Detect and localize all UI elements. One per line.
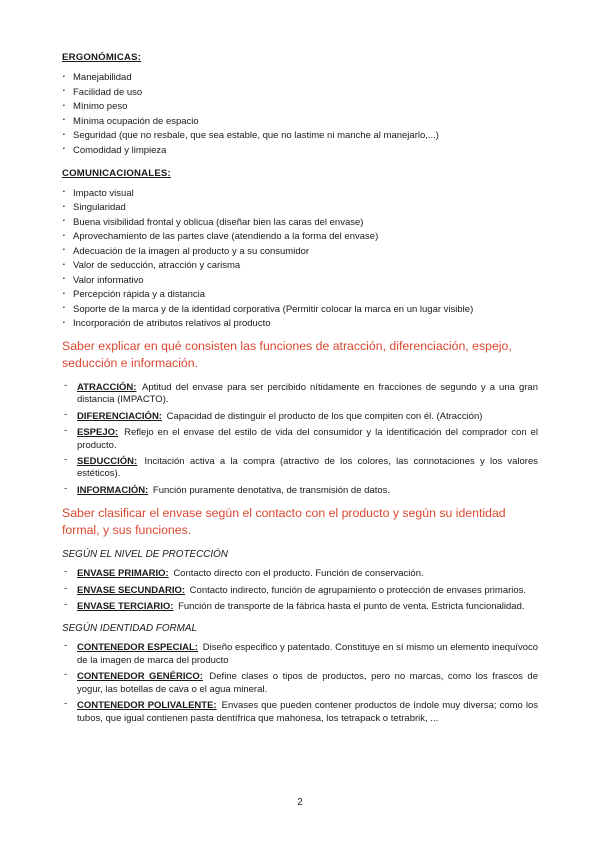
definition-text: Reflejo en el envase del estilo de vida del consumidor y la identificación del comprador con el producto. bbox=[77, 427, 538, 451]
bullet-marker: ▪ bbox=[63, 131, 65, 138]
bullet-marker: ▪ bbox=[63, 73, 65, 80]
section-title-comunicacionales: COMUNICACIONALES: bbox=[62, 167, 171, 179]
bullet-item bbox=[62, 260, 538, 271]
definition-text: Envases que pueden contener productos de índole muy diversa; como los tubos, que igual contienen pasta dentífrica que mahonesa, los tetrapack o tetrabrik, ... bbox=[77, 700, 539, 724]
dash-marker: - bbox=[64, 582, 68, 594]
bullet-item bbox=[62, 101, 538, 112]
bullet-marker: ▪ bbox=[63, 117, 65, 123]
bullet-marker: ▪ bbox=[63, 276, 65, 282]
definition-item bbox=[62, 408, 538, 423]
definition-text: Contacto directo con el producto. Función de conservación. bbox=[173, 568, 424, 580]
bullet-marker: ▪ bbox=[63, 305, 65, 311]
dash-marker: - bbox=[64, 599, 68, 611]
identidad-formal-list bbox=[62, 642, 538, 724]
bullet-marker: ▪ bbox=[63, 290, 65, 297]
bullet-marker: ▪ bbox=[63, 189, 65, 195]
bullet-text: Singularidad bbox=[73, 202, 126, 213]
definition-item bbox=[62, 601, 538, 613]
definition-text: Incitación activa a la compra (atractivo de los colores, las connotaciones y los valores estéticos). bbox=[77, 456, 539, 480]
bullet-text: Adecuación de la imagen al producto y a su consumidor bbox=[73, 245, 310, 257]
bullet-text: Manejabilidad bbox=[73, 72, 132, 83]
dash-marker: - bbox=[64, 408, 68, 420]
subsection-identidad-formal: SEGÚN IDENTIDAD FORMAL bbox=[62, 623, 197, 635]
page-number: 2 bbox=[297, 797, 303, 808]
bullet-text: Incorporación de atributos relativos al producto bbox=[73, 318, 271, 329]
bullet-text: Seguridad (que no resbale, que sea estable, que no lastime ni manche al manejarlo,...) bbox=[73, 130, 439, 141]
bullet-marker: ▪ bbox=[63, 218, 65, 224]
definition-item bbox=[62, 427, 538, 452]
dash-marker: - bbox=[64, 454, 68, 466]
section-title-ergonomicas: ERGONÓMICAS: bbox=[62, 52, 142, 63]
bullet-item bbox=[62, 275, 538, 286]
bullet-marker: ▪ bbox=[63, 102, 65, 109]
definition-term: DIFERENCIACIÓN: bbox=[77, 410, 162, 422]
bullet-marker: ▪ bbox=[63, 203, 65, 210]
definition-text: Capacidad de distinguir el producto de los que compiten con él. (Atracción) bbox=[166, 410, 483, 422]
definition-term: CONTENEDOR ESPECIAL: bbox=[77, 642, 198, 654]
funciones-list bbox=[62, 382, 538, 497]
definition-term: CONTENEDOR POLIVALENTE: bbox=[77, 700, 217, 712]
bullet-marker: ▪ bbox=[63, 319, 65, 326]
definition-term: ENVASE PRIMARIO: bbox=[77, 568, 169, 580]
subsection-nivel-proteccion: SEGÚN EL NIVEL DE PROTECCIÓN bbox=[62, 549, 228, 561]
bullet-item bbox=[62, 202, 538, 213]
bullet-text: Aprovechamiento de las partes clave (atendiendo a la forma del envase) bbox=[73, 231, 379, 242]
bullet-item bbox=[62, 72, 538, 83]
bullet-item bbox=[62, 304, 538, 315]
bullet-text: Valor informativo bbox=[73, 274, 144, 286]
bullet-text: Buena visibilidad frontal y oblicua (diseñar bien las caras del envase) bbox=[73, 216, 364, 228]
bullet-item bbox=[62, 231, 538, 242]
bullet-item bbox=[62, 289, 538, 300]
bullet-text: Valor de seducción, atracción y carisma bbox=[73, 260, 241, 271]
definition-item bbox=[62, 582, 538, 597]
bullet-marker: ▪ bbox=[63, 146, 65, 152]
dash-marker: - bbox=[64, 566, 68, 578]
nivel-proteccion-list bbox=[62, 568, 538, 613]
bullet-item bbox=[62, 217, 538, 228]
bullet-marker: ▪ bbox=[63, 232, 65, 239]
definition-term: ATRACCIÓN: bbox=[77, 382, 137, 393]
dash-marker: - bbox=[64, 380, 68, 391]
dash-marker: - bbox=[64, 482, 68, 494]
definition-text: Aptitud del envase para ser percibido nítidamente en fracciones de segundo y a una gran distancia (IMPACTO). bbox=[77, 382, 538, 406]
definition-term: ENVASE TERCIARIO: bbox=[77, 601, 174, 613]
definition-text: Función puramente denotativa, de transmisión de datos. bbox=[152, 484, 391, 496]
bullet-item bbox=[62, 145, 538, 156]
definition-item bbox=[62, 642, 538, 667]
bullet-item bbox=[62, 130, 538, 141]
dash-marker: - bbox=[64, 640, 68, 652]
bullet-marker: ▪ bbox=[63, 247, 65, 253]
definition-term: CONTENEDOR GENÉRICO: bbox=[77, 671, 203, 683]
dash-marker: - bbox=[64, 698, 68, 710]
heading-funciones: Saber explicar en qué consisten las funciones de atracción, diferenciación, espejo, seducción e información. bbox=[62, 339, 512, 370]
bullet-text: Mínimo peso bbox=[73, 101, 128, 112]
bullet-marker: ▪ bbox=[63, 88, 65, 94]
ergonomicas-list bbox=[62, 72, 538, 156]
bullet-text: Soporte de la marca y de la identidad corporativa (Permitir colocar la marca en un lugar visible) bbox=[73, 303, 474, 315]
bullet-item bbox=[62, 188, 538, 199]
definition-term: SEDUCCIÓN: bbox=[77, 456, 138, 468]
definition-item bbox=[62, 456, 538, 481]
bullet-marker: ▪ bbox=[63, 261, 65, 268]
definition-item bbox=[62, 671, 538, 696]
definition-text: Contacto indirecto, función de agrupamiento o protección de envases primarios. bbox=[189, 584, 527, 596]
definition-item bbox=[62, 700, 538, 725]
bullet-item bbox=[62, 318, 538, 329]
bullet-item bbox=[62, 116, 538, 127]
definition-text: Diseño especifico y patentado. Constituye en sí mismo un elemento inequívoco de la imagen de marca del producto bbox=[77, 642, 539, 666]
bullet-text: Facilidad de uso bbox=[73, 86, 143, 98]
bullet-text: Comodidad y limpieza bbox=[73, 144, 167, 156]
definition-term: INFORMACIÓN: bbox=[77, 484, 149, 496]
definition-text: Función de transporte de la fábrica hasta el punto de venta. Estricta funcionalidad. bbox=[178, 601, 525, 613]
definition-item bbox=[62, 568, 538, 580]
definition-text: Define clases o tipos de productos, pero no marcas, como los frascos de yogur, las botellas de cava o el agua mineral. bbox=[77, 671, 538, 695]
definition-item bbox=[62, 482, 538, 497]
bullet-text: Mínima ocupación de espacio bbox=[73, 115, 199, 127]
definition-term: ESPEJO: bbox=[77, 427, 119, 439]
comunicacionales-list bbox=[62, 188, 538, 330]
heading-clasificacion: Saber clasificar el envase según el contacto con el producto y según su identidad formal, y sus funciones. bbox=[62, 506, 506, 537]
bullet-text: Impacto visual bbox=[73, 187, 134, 199]
dash-marker: - bbox=[64, 669, 68, 681]
bullet-item bbox=[62, 87, 538, 98]
dash-marker: - bbox=[64, 425, 68, 437]
bullet-item bbox=[62, 246, 538, 257]
definition-term: ENVASE SECUNDARIO: bbox=[77, 584, 186, 596]
bullet-text: Percepción rápida y a distancia bbox=[73, 289, 206, 300]
definition-item bbox=[62, 382, 538, 407]
